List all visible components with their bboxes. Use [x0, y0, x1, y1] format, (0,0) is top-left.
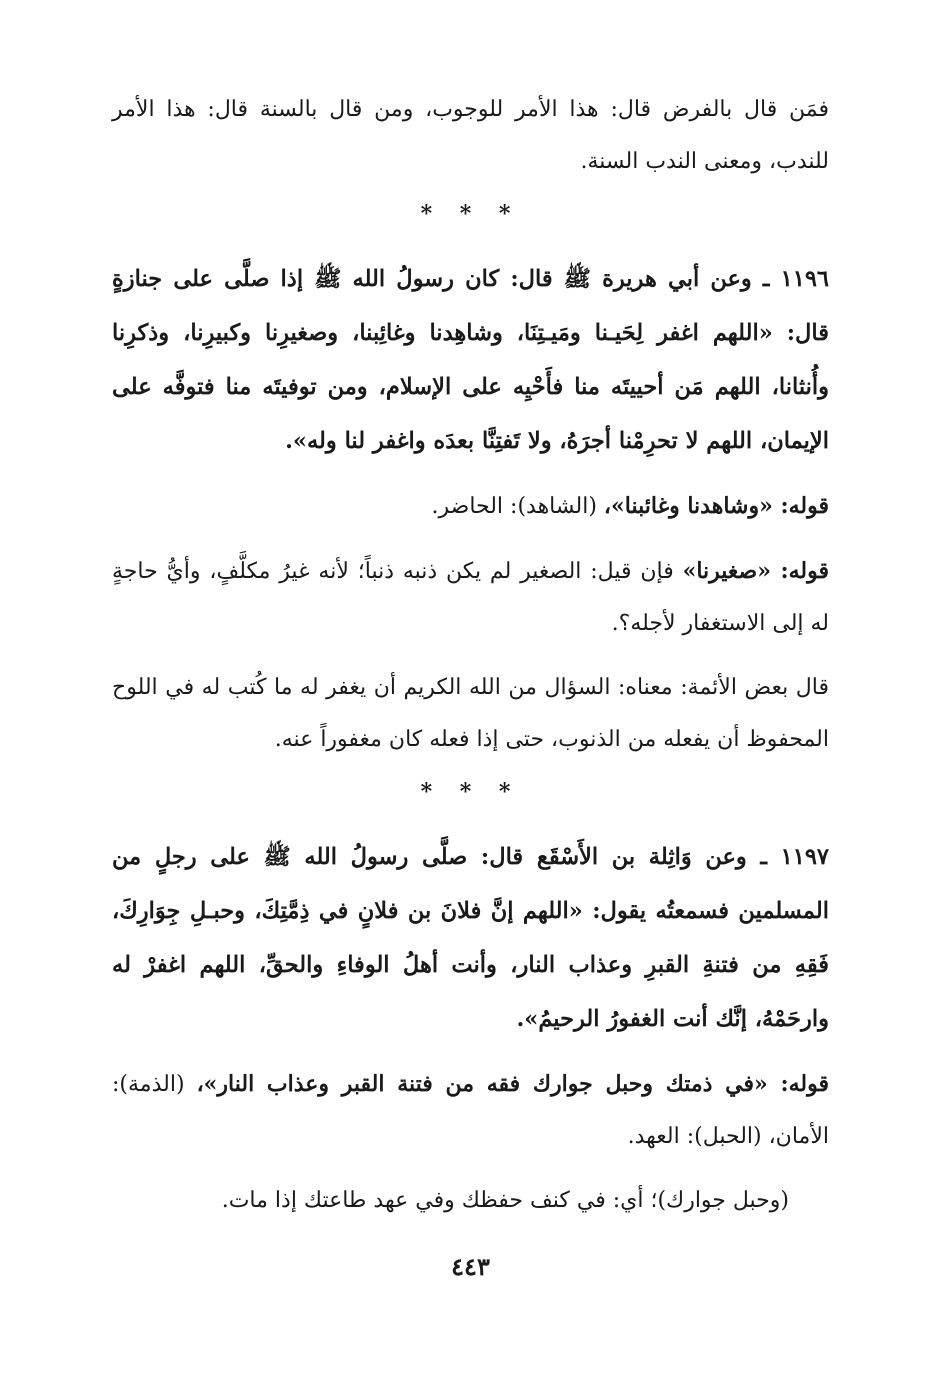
hadith-1196: ١١٩٦ ـ وعن أبي هريرة ﷺ قال: كان رسولُ الله ﷺ إذا صلَّى على جنازةٍ قال: «اللهم اغفر لِحَيـنا ومَيـتِنَا، وشاهِدنا وغائِبنا، وصغيرِنا وكبيرِنا، وذكرِنا وأُنثانا، اللهم مَن أحييتَه منا فأَحْيِه على الإسلام، ومن توفيتَه منا فتوفَّه على الإيمان، اللهم لا تحرِمْنا أجرَهُ، ولا تَفتِنَّا بعدَه واغفر لنا وله». [112, 266, 829, 454]
page-number: ٤٤٣ [451, 1252, 490, 1281]
commentary-witness-absent [112, 480, 829, 533]
commentary-jiwar: (وحبل جوارك)؛ أي: في كنف حفظك وفي عهد طاعتك إذا مات. [221, 1188, 789, 1213]
commentary-dhimma [112, 1058, 829, 1163]
commentary-text: (الشاهد): الحاضر. [431, 494, 604, 519]
commentary-lead: قوله: «في ذمتك وحبل جوارك فقه من فتنة القبر وعذاب النار»، [196, 1071, 829, 1097]
page-content [112, 84, 829, 1227]
hadith-1197: ١١٩٧ ـ وعن وَاثِلة بن الأَسْقَع قال: صلَّى رسولُ الله ﷺ على رجلٍ من المسلمين فسمعتُه يقول: «اللهم إنَّ فلانَ بن فلانٍ في ذِمَّتِكَ، وحبـلِ جِوَارِكَ، فَقِهِ من فتنةِ القبرِ وعذاب النار، وأنت أهلُ الوفاءِ والحقِّ، اللهم اغفرْ له وارحَمْهُ، إنَّك أنت الغفورُ الرحيمُ». [112, 844, 829, 1032]
section-separator: * * * [420, 201, 521, 227]
commentary-text: (الذمة): الأمان، (الحبل): العهد. [112, 1072, 829, 1149]
commentary-imams: قال بعض الأئمة: معناه: السؤال من الله الكريم أن يغفر له ما كُتب له في اللوح المحفوظ أن يفعله من الذنوب، حتى إذا فعله كان مغفوراً عنه. [112, 675, 829, 752]
section-separator: * * * [420, 779, 521, 805]
commentary-text: فإن قيل: الصغير لم يكن ذنبه ذنباً؛ لأنه غيرُ مكلَّفٍ، وأيُّ حاجةٍ له إلى الاستغفار لأجله؟. [112, 559, 829, 636]
commentary-lead: قوله: «وشاهدنا وغائبنا»، [603, 493, 829, 519]
paragraph-fard-sunna: فمَن قال بالفرض قال: هذا الأمر للوجوب، ومن قال بالسنة قال: هذا الأمر للندب، ومعنى الندب السنة. [112, 97, 829, 174]
commentary-lead: قوله: «صغيرنا» [682, 558, 829, 584]
commentary-young [112, 545, 829, 650]
